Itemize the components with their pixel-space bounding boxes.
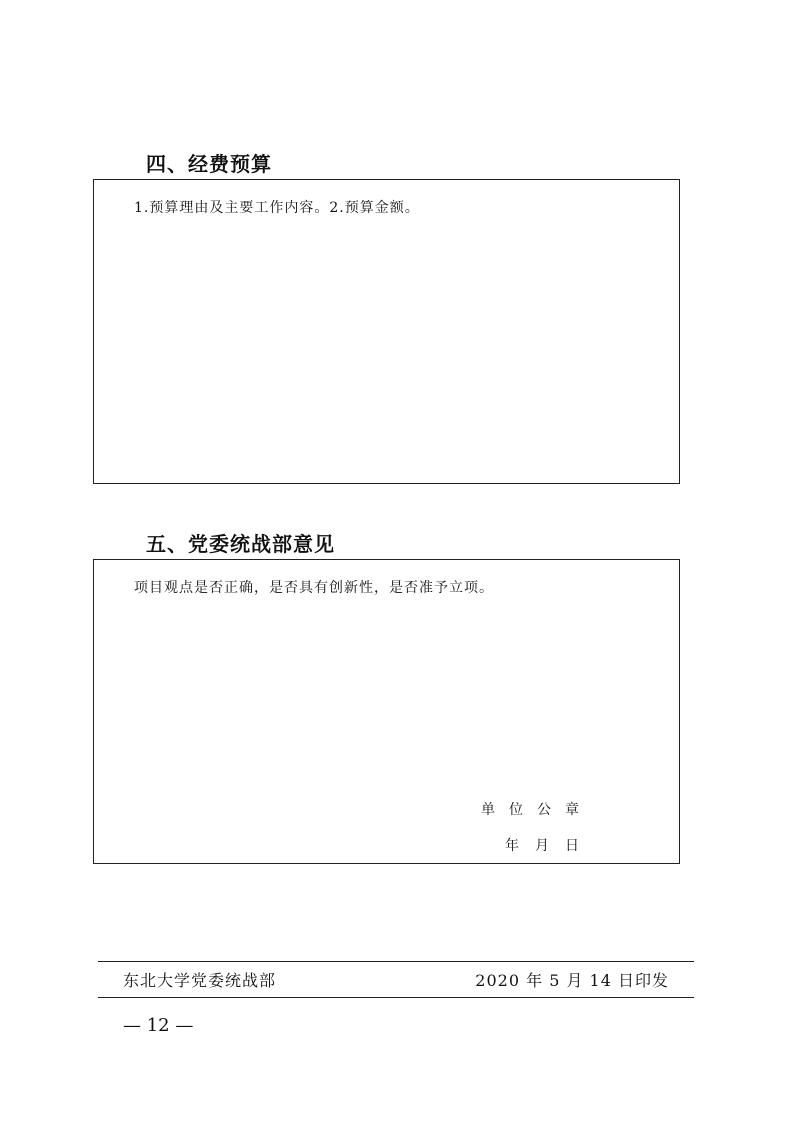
- opinion-instruction: 项目观点是否正确，是否具有创新性，是否准予立项。: [134, 580, 494, 596]
- section-heading-budget: 四、经费预算: [146, 152, 272, 176]
- budget-box: [93, 179, 680, 484]
- section-heading-opinion: 五、党委统战部意见: [146, 532, 335, 556]
- page-number: — 12 —: [123, 1015, 194, 1036]
- footer-issue-date: 2020 年 5 月 14 日印发: [475, 971, 669, 990]
- budget-instruction: 1.预算理由及主要工作内容。2.预算金额。: [134, 200, 420, 216]
- opinion-box: [93, 559, 680, 864]
- seal-label: 单位公章: [481, 802, 593, 818]
- footer-rule-bottom: [98, 997, 694, 998]
- footer-rule-top: [98, 961, 694, 962]
- footer-issuer: 东北大学党委统战部: [123, 971, 277, 990]
- date-label: 年月日: [505, 838, 595, 854]
